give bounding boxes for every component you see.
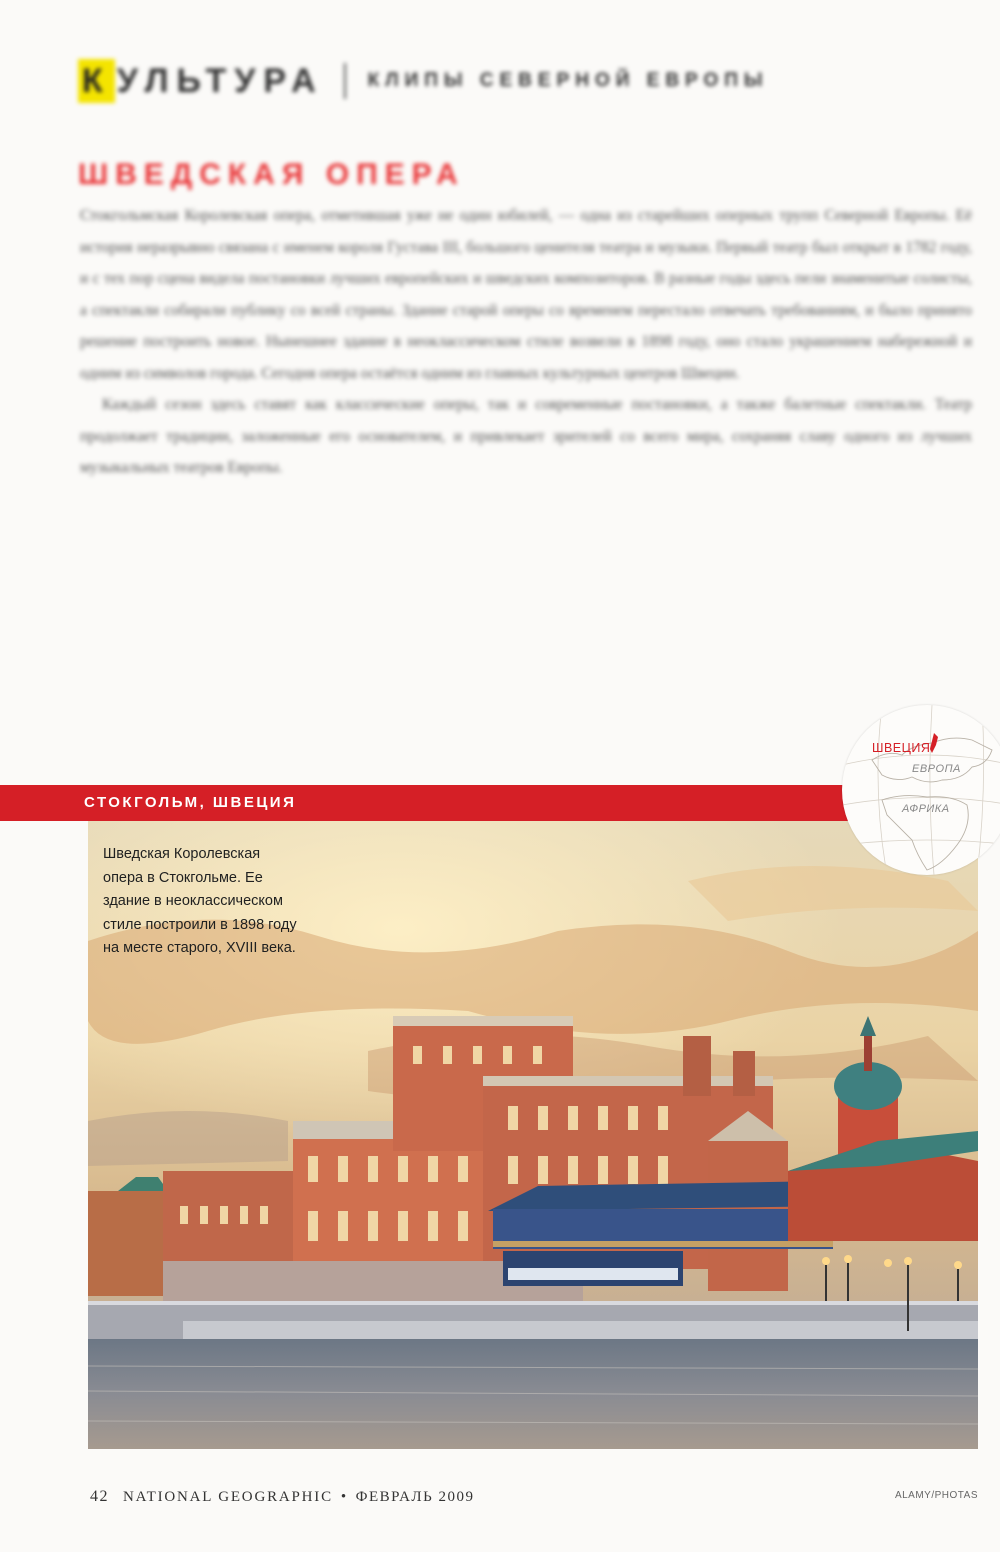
page-number: 42 [90, 1488, 109, 1505]
photo-caption: Шведская Королевская опера в Стокгольме. Ее здание в неоклассическом стиле построили в 1898 году на месте старого, XVIII века. [103, 846, 297, 956]
article-headline: ШВЕДСКАЯ ОПЕРА [78, 158, 465, 191]
header-divider [344, 63, 346, 99]
section-initial-highlight: К [78, 59, 115, 103]
globe-map-icon [842, 705, 1000, 875]
map-label-sweden: ШВЕЦИЯ [872, 741, 931, 755]
section-title: УЛЬТУРА [116, 61, 324, 100]
page-footer [90, 1488, 474, 1506]
article-paragraph: Стокгольмская Королевская опера, отметившая уже не один юбилей, — одна из старейших оперных трупп Северной Европы. Её история неразрывно связана с именем короля Густава III, большого ценителя театра и музыки. Первый театр был открыт в 1782 году, и с тех пор сцена видела постановки лучших европейских и шведских композиторов. В разные годы здесь пели знаменитые солисты, а спектакли собирали публику со всей страны. Здание старой оперы со временем перестало отвечать требованиям, и было принято решение построить новое. Нынешнее здание в неоклассическом стиле возвели в 1898 году, оно стало украшением набережной и одним из символов города. Сегодня опера остаётся одним из главных культурных центров Швеции. [80, 207, 972, 382]
footer-bullet: • [340, 1489, 348, 1505]
section-header [78, 58, 769, 104]
article-paragraph: Каждый сезон здесь ставят как классические оперы, так и современные постановки, а также балетные спектакли. Театр продолжает традиции, заложенные его основателем, и привлекает зрителей со всего мира, сохраняя славу одного из лучших музыкальных театров Европы. [80, 396, 972, 476]
article-body [80, 200, 972, 484]
locator-globe [842, 705, 1000, 875]
magazine-name: NATIONAL GEOGRAPHIC [123, 1489, 333, 1505]
issue-date: ФЕВРАЛЬ 2009 [355, 1489, 475, 1505]
map-label-europe: ЕВРОПА [912, 763, 961, 775]
location-band [0, 785, 872, 821]
photo-credit: ALAMY/PHOTAS [894, 1490, 978, 1501]
location-label: СТОКГОЛЬМ, ШВЕЦИЯ [84, 794, 297, 811]
map-label-africa: АФРИКА [902, 803, 950, 815]
section-subtitle: КЛИПЫ СЕВЕРНОЙ ЕВРОПЫ [367, 70, 769, 91]
